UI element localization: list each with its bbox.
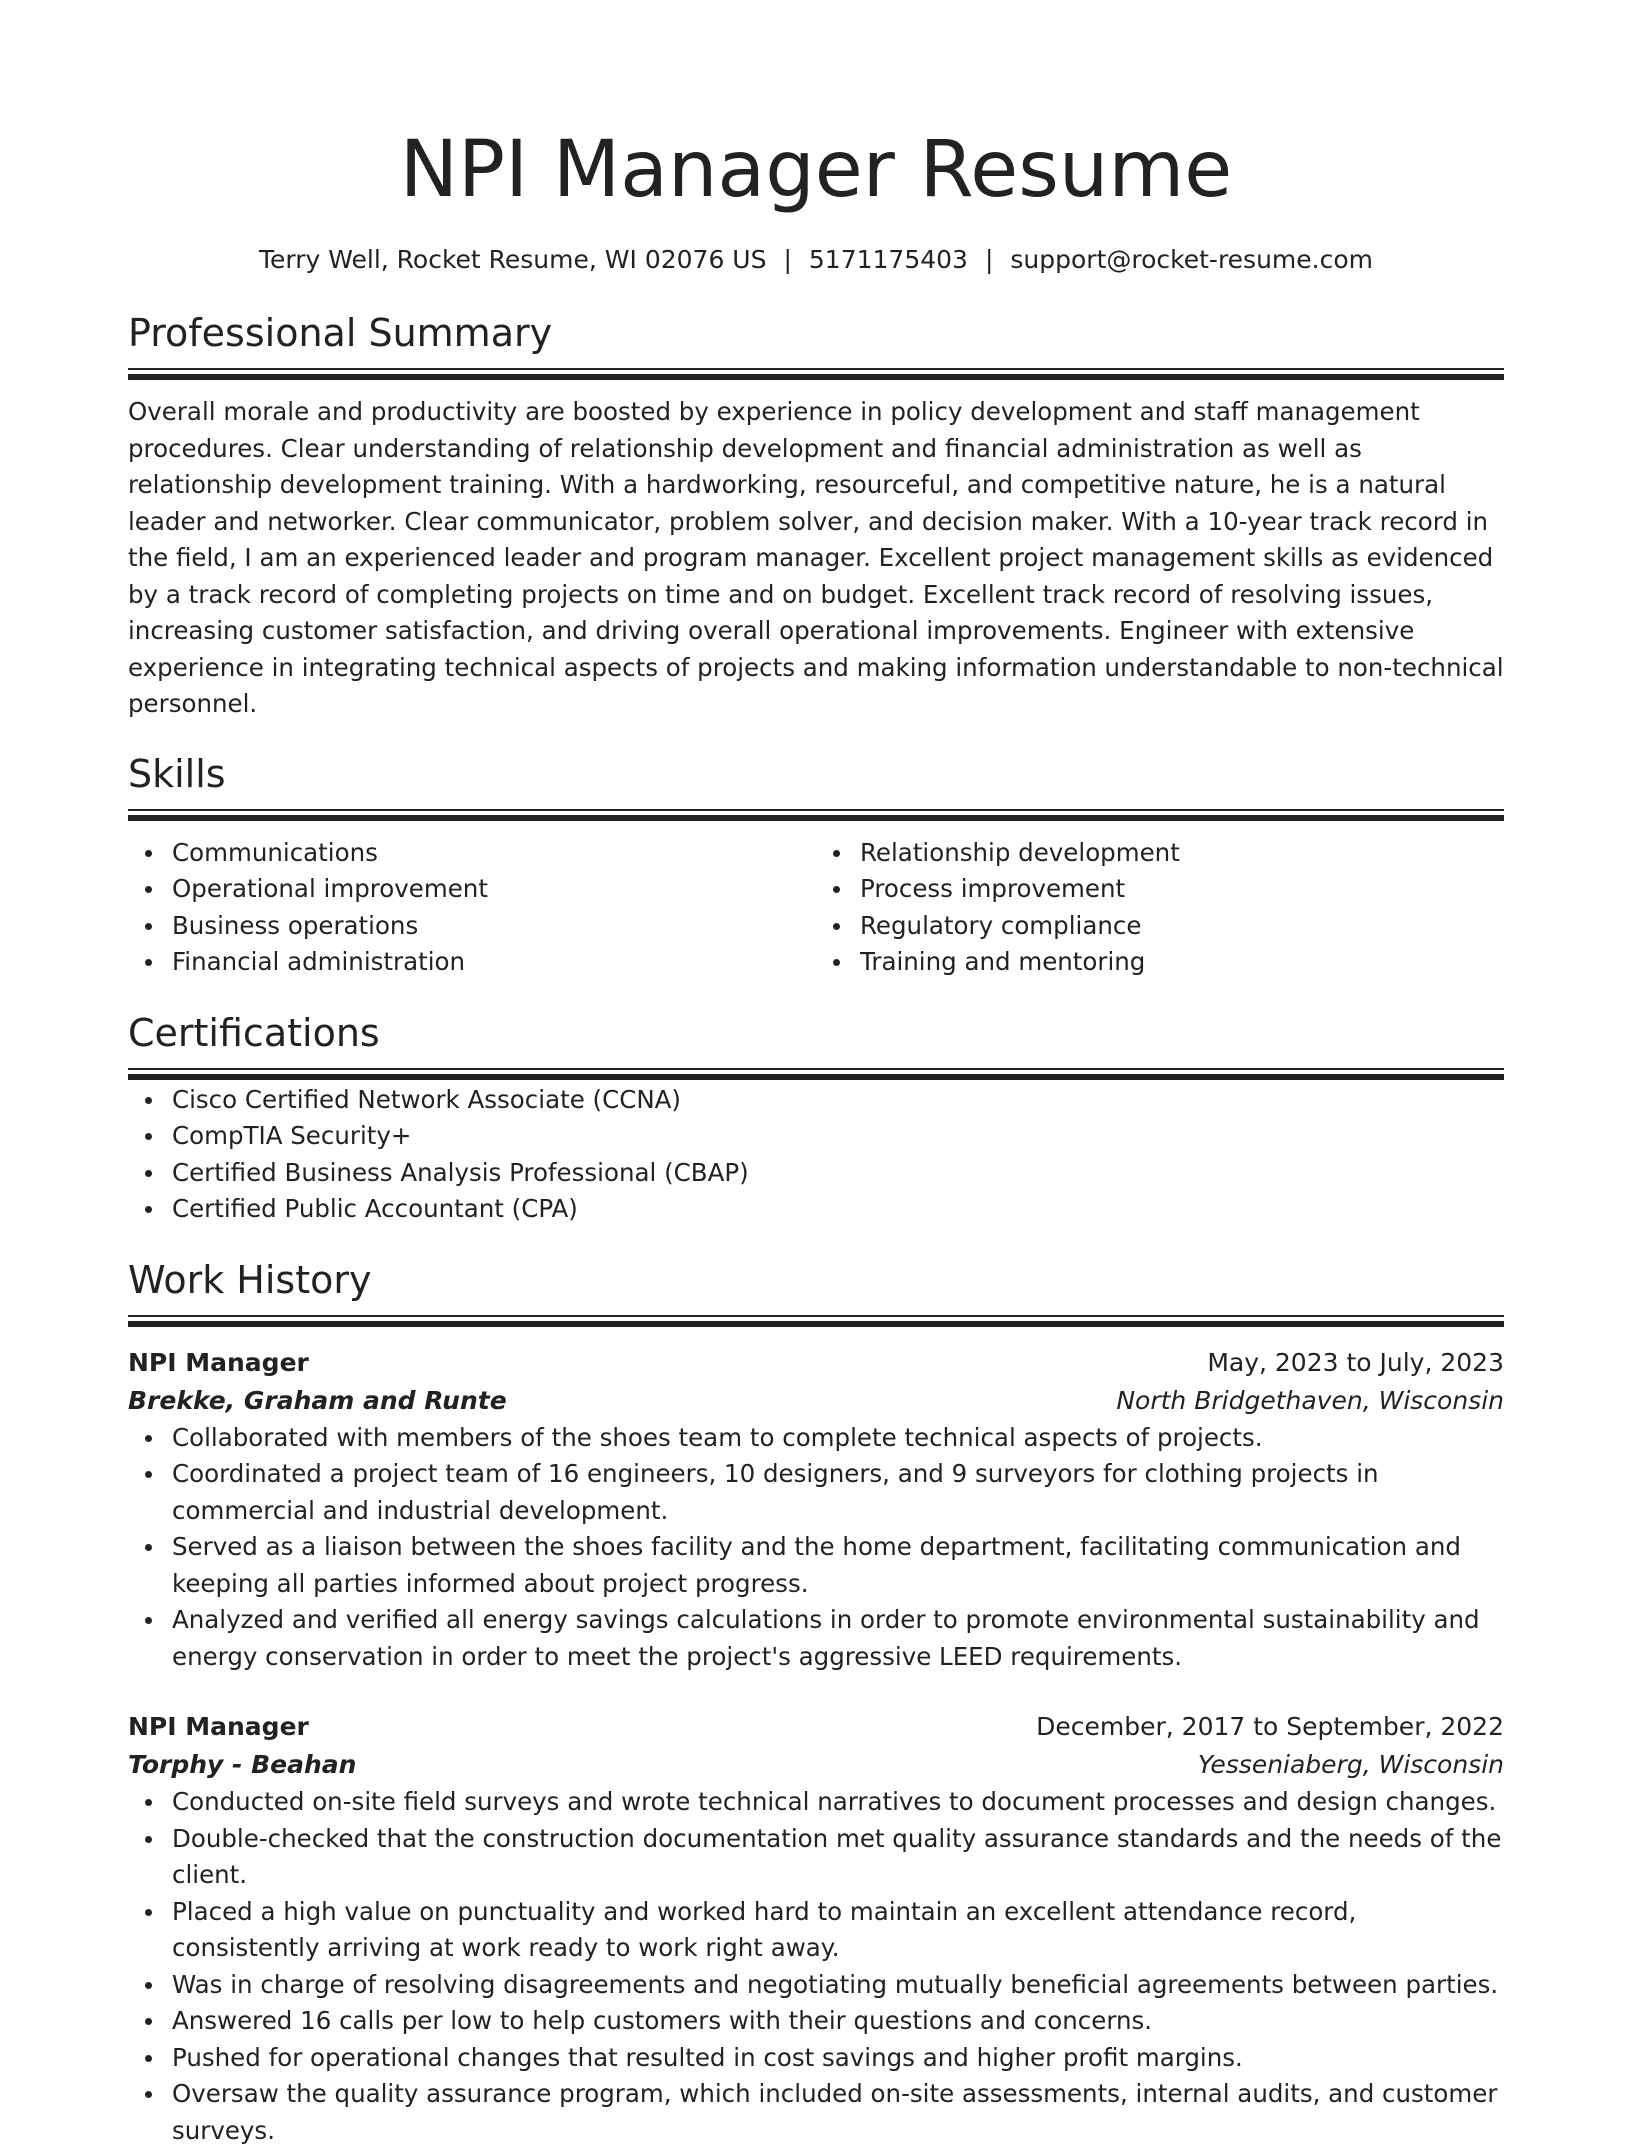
skill-item: Financial administration	[172, 944, 816, 981]
certification-item: Cisco Certified Network Associate (CCNA)	[172, 1082, 1504, 1119]
skill-item: Training and mentoring	[860, 944, 1504, 981]
contact-address: Terry Well, Rocket Resume, WI 02076 US	[259, 245, 767, 274]
job-entry	[128, 1708, 1504, 2149]
job-location: North Bridgethaven, Wisconsin	[1116, 1382, 1504, 1420]
job-location: Yesseniaberg, Wisconsin	[1198, 1746, 1504, 1784]
job-dates: December, 2017 to September, 2022	[1036, 1708, 1504, 1746]
certification-item: Certified Business Analysis Professional (CBAP)	[172, 1155, 1504, 1192]
contact-separator: |	[766, 245, 808, 274]
job-duties-list	[128, 1420, 1504, 1676]
section-divider	[128, 368, 1504, 382]
job-duty-item: Conducted on-site field surveys and wrote technical narratives to document processes and design changes.	[172, 1784, 1504, 1821]
skill-item: Process improvement	[860, 871, 1504, 908]
section-heading-summary: Professional Summary	[128, 308, 1504, 358]
job-company-row	[128, 1746, 1504, 1784]
contact-email[interactable]: support@rocket-resume.com	[1010, 245, 1373, 274]
skill-item: Operational improvement	[172, 871, 816, 908]
skill-item: Business operations	[172, 908, 816, 945]
skill-item: Communications	[172, 835, 816, 872]
section-heading-skills: Skills	[128, 749, 1504, 799]
job-duty-item: Coordinated a project team of 16 engineers, 10 designers, and 9 surveyors for clothing projects in commercial and industrial development.	[172, 1456, 1504, 1529]
section-divider	[128, 1315, 1504, 1329]
skills-section	[128, 749, 1504, 981]
skills-list-left	[128, 835, 816, 981]
skill-item: Regulatory compliance	[860, 908, 1504, 945]
job-dates: May, 2023 to July, 2023	[1207, 1344, 1504, 1382]
job-entry	[128, 1344, 1504, 1676]
certifications-section	[128, 1008, 1504, 1228]
section-heading-certifications: Certifications	[128, 1008, 1504, 1058]
job-duty-item: Answered 16 calls per low to help customers with their questions and concerns.	[172, 2003, 1504, 2040]
job-duty-item: Double-checked that the construction documentation met quality assurance standards and the needs of the client.	[172, 1821, 1504, 1894]
job-header-row	[128, 1344, 1504, 1382]
skills-columns	[128, 835, 1504, 981]
job-company: Torphy - Beahan	[128, 1746, 356, 1784]
contact-phone: 5171175403	[809, 245, 968, 274]
skill-item: Relationship development	[860, 835, 1504, 872]
job-company: Brekke, Graham and Runte	[128, 1382, 507, 1420]
job-duty-item: Collaborated with members of the shoes team to complete technical aspects of projects.	[172, 1420, 1504, 1457]
contact-line	[128, 242, 1504, 278]
job-company-row	[128, 1382, 1504, 1420]
job-duties-list	[128, 1784, 1504, 2149]
job-title: NPI Manager	[128, 1344, 309, 1382]
work-history-section	[128, 1255, 1504, 2149]
job-duty-item: Placed a high value on punctuality and worked hard to maintain an excellent attendance record, consistently arriving at work ready to work right away.	[172, 1894, 1504, 1967]
certification-item: CompTIA Security+	[172, 1118, 1504, 1155]
job-duty-item: Served as a liaison between the shoes facility and the home department, facilitating communication and keeping all parties informed about project progress.	[172, 1529, 1504, 1602]
section-divider	[128, 1068, 1504, 1082]
professional-summary-section	[128, 308, 1504, 723]
skills-list-right	[816, 835, 1504, 981]
summary-paragraph: Overall morale and productivity are boosted by experience in policy development and staff management procedures. Clear understanding of relationship development and financial administration as well as relationship development training. With a hardworking, resourceful, and competitive nature, he is a natural leader and networker. Clear communicator, problem solver, and decision maker. With a 10-year track record in the field, I am an experienced leader and program manager. Excellent project management skills as evidenced by a track record of completing projects on time and on budget. Excellent track record of resolving issues, increasing customer satisfaction, and driving overall operational improvements. Engineer with extensive experience in integrating technical aspects of projects and making information understandable to non-technical personnel.	[128, 394, 1504, 723]
certifications-list	[128, 1082, 1504, 1228]
section-divider	[128, 809, 1504, 823]
job-duty-item: Pushed for operational changes that resulted in cost savings and higher profit margins.	[172, 2040, 1504, 2077]
job-duty-item: Analyzed and verified all energy savings calculations in order to promote environmental sustainability and energy conservation in order to meet the project's aggressive LEED requirements.	[172, 1602, 1504, 1675]
section-heading-work-history: Work History	[128, 1255, 1504, 1305]
contact-separator: |	[968, 245, 1010, 274]
job-header-row	[128, 1708, 1504, 1746]
job-duty-item: Was in charge of resolving disagreements and negotiating mutually beneficial agreements between parties.	[172, 1967, 1504, 2004]
certification-item: Certified Public Accountant (CPA)	[172, 1191, 1504, 1228]
page-title: NPI Manager Resume	[128, 0, 1504, 220]
job-title: NPI Manager	[128, 1708, 309, 1746]
job-duty-item: Oversaw the quality assurance program, which included on-site assessments, internal audits, and customer surveys.	[172, 2076, 1504, 2149]
